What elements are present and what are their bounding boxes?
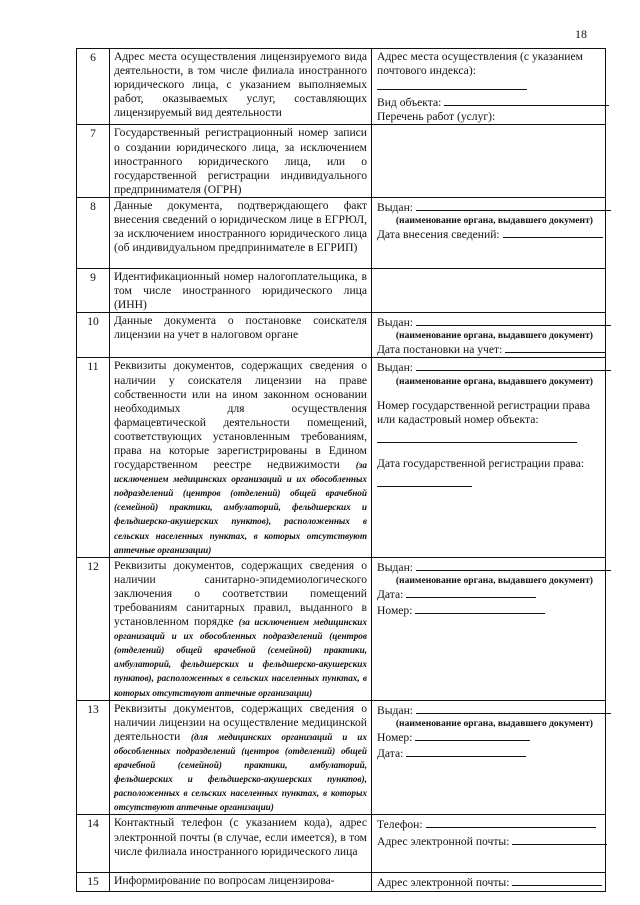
field-label: Номер: xyxy=(377,730,413,744)
field-label: Номер: xyxy=(377,603,413,617)
row-number: 7 xyxy=(77,125,110,197)
field-label: Номер государственной регистрации права или кадастровый номер объекта: xyxy=(377,398,590,426)
field-label: Выдан: xyxy=(377,361,413,375)
row-number: 6 xyxy=(77,49,110,125)
row-fields xyxy=(372,700,606,815)
row-description: Информирование по вопросам лицензирова- xyxy=(110,873,372,891)
row-number: 11 xyxy=(77,358,110,557)
row-description: Государственный регистрационный номер записи о создании юридического лица, за исключением иностранного юридического лица, или о государственной регистрации индивидуального предпринимателя (ОГРН) xyxy=(110,125,372,197)
field-label: Выдан: xyxy=(377,200,413,214)
description-text: Реквизиты документов, содержащих сведения о наличии лицензии на осуществление медицинской деятельности xyxy=(114,701,367,743)
fill-line[interactable] xyxy=(505,341,605,353)
row-description xyxy=(110,358,372,557)
row-fields xyxy=(372,313,606,358)
row-description: Адрес места осуществления лицензируемого вида деятельности, в том числе филиала иностранного юридического лица, с указанием выполняемых работ, оказываемых услуг, составляющих лицензируемый вид деятельности xyxy=(110,49,372,125)
field-label: Адрес электронной почты: xyxy=(377,834,510,848)
field-label: Телефон: xyxy=(377,818,423,832)
field-label: Дата: xyxy=(377,746,404,760)
field-label: Дата: xyxy=(377,587,404,601)
description-note: (за исключением медицинских организаций и их обособленных подразделений (центров (отделений) общей врачебной (семейной) практики, амбулаторий, фельдшерских и фельдшерско-акушерских пунктов), расположенных в сельских населенных пунктах, в которых отсутствуют аптечные организации) xyxy=(114,460,367,555)
row-fields xyxy=(372,358,606,557)
row-number: 8 xyxy=(77,197,110,268)
row-fields xyxy=(372,197,606,268)
description-note: (за исключением медицинских организаций и их обособленных подразделений (центров (отделений) общей врачебной (семейной) практики, амбулаторий, фельдшерских и фельдшерско-акушерских пунктов), расположенных в сельских населенных пунктах, в которых отсутствуют аптечные организации) xyxy=(114,617,367,698)
fill-line[interactable] xyxy=(377,78,527,90)
table-row xyxy=(77,268,606,312)
fill-line[interactable] xyxy=(377,431,577,443)
field-label: Дата постановки на учет: xyxy=(377,343,503,357)
row-number: 12 xyxy=(77,557,110,700)
field-label: Выдан: xyxy=(377,703,413,717)
description-text: Реквизиты документов, содержащих сведения о наличии у соискателя лицензии на праве собственности или на ином законном основании необходимых для осуществления фармацевтической деятельности помещений, соответствующих установленным требованиям, права на которые зарегистрированы в Едином государственном реестре недвижимости xyxy=(114,359,367,472)
application-form-table xyxy=(76,48,606,892)
table-row xyxy=(77,49,606,125)
table-row xyxy=(77,815,606,873)
fill-line[interactable] xyxy=(416,702,611,714)
fill-line[interactable] xyxy=(426,816,596,828)
row-fields[interactable] xyxy=(372,268,606,312)
fill-line[interactable] xyxy=(415,729,530,741)
row-number: 9 xyxy=(77,268,110,312)
row-fields xyxy=(372,557,606,700)
table-row xyxy=(77,873,606,891)
description-note: (для медицинских организаций и их обособленных подразделений (центров (отделений) общей врачебной (семейной) практики, амбулаторий, фельдшерских и фельдшерско-акушерских пунктов), расположенных в сельских населенных пунктах, в которых отсутствуют аптечные организации) xyxy=(114,731,367,813)
field-label: Выдан: xyxy=(377,560,413,574)
fill-line[interactable] xyxy=(377,475,472,487)
fill-line[interactable] xyxy=(406,745,526,757)
row-description: Данные документа о постановке соискателя лицензии на учет в налоговом органе xyxy=(110,313,372,358)
field-label: Дата внесения сведений: xyxy=(377,228,500,242)
fill-line[interactable] xyxy=(416,359,611,371)
table-row xyxy=(77,125,606,197)
field-hint: (наименование органа, выдавшего документ) xyxy=(395,330,593,342)
row-description: Данные документа, подтверждающего факт внесения сведений о юридическом лице в ЕГРЮЛ, за исключением иностранного юридического лица (об индивидуальном предпринимателе в ЕГРИП) xyxy=(110,197,372,268)
field-hint: (наименование органа, выдавшего документ) xyxy=(395,574,593,586)
field-label: Адрес места осуществления (с указанием почтового индекса): xyxy=(377,50,583,78)
row-fields xyxy=(372,815,606,873)
field-hint: (наименование органа, выдавшего документ) xyxy=(395,215,593,227)
field-hint: (наименование органа, выдавшего документ) xyxy=(395,717,593,729)
fill-line[interactable] xyxy=(503,226,603,238)
fill-line[interactable] xyxy=(416,559,611,571)
row-description: Контактный телефон (с указанием кода), адрес электронной почты (в случае, если имеется), в том числе филиала иностранного юридического лица xyxy=(110,815,372,873)
field-label: Выдан: xyxy=(377,316,413,330)
row-number: 13 xyxy=(77,700,110,815)
table-row xyxy=(77,313,606,358)
fill-line[interactable] xyxy=(512,833,607,845)
field-label: Вид объекта: xyxy=(377,96,442,110)
fill-line[interactable] xyxy=(415,602,545,614)
row-fields xyxy=(372,873,606,891)
page-number: 18 xyxy=(575,27,587,41)
row-description: Идентификационный номер налогоплательщика, в том числе иностранного юридического лица (ИНН) xyxy=(110,268,372,312)
field-label: Перечень работ (услуг): xyxy=(377,110,496,124)
table-row xyxy=(77,358,606,557)
row-description xyxy=(110,557,372,700)
field-label: Дата государственной регистрации права: xyxy=(377,456,585,470)
table-row xyxy=(77,700,606,815)
field-hint: (наименование органа, выдавшего документ) xyxy=(395,375,593,387)
table-row xyxy=(77,197,606,268)
description-text: Реквизиты документов, содержащих сведения о наличии санитарно-эпидемиологического заключения о соответствии помещений требованиям санитарных правил, выданного в установленном порядке xyxy=(114,558,367,629)
fill-line[interactable] xyxy=(406,586,536,598)
row-number: 15 xyxy=(77,873,110,891)
row-fields xyxy=(372,49,606,125)
fill-line[interactable] xyxy=(512,874,602,886)
fill-line[interactable] xyxy=(416,314,611,326)
row-fields[interactable] xyxy=(372,125,606,197)
fill-line[interactable] xyxy=(416,199,611,211)
field-label: Адрес электронной почты: xyxy=(377,876,510,890)
row-number: 14 xyxy=(77,815,110,873)
row-description xyxy=(110,700,372,815)
row-number: 10 xyxy=(77,313,110,358)
fill-line[interactable] xyxy=(444,94,609,106)
table-row xyxy=(77,557,606,700)
